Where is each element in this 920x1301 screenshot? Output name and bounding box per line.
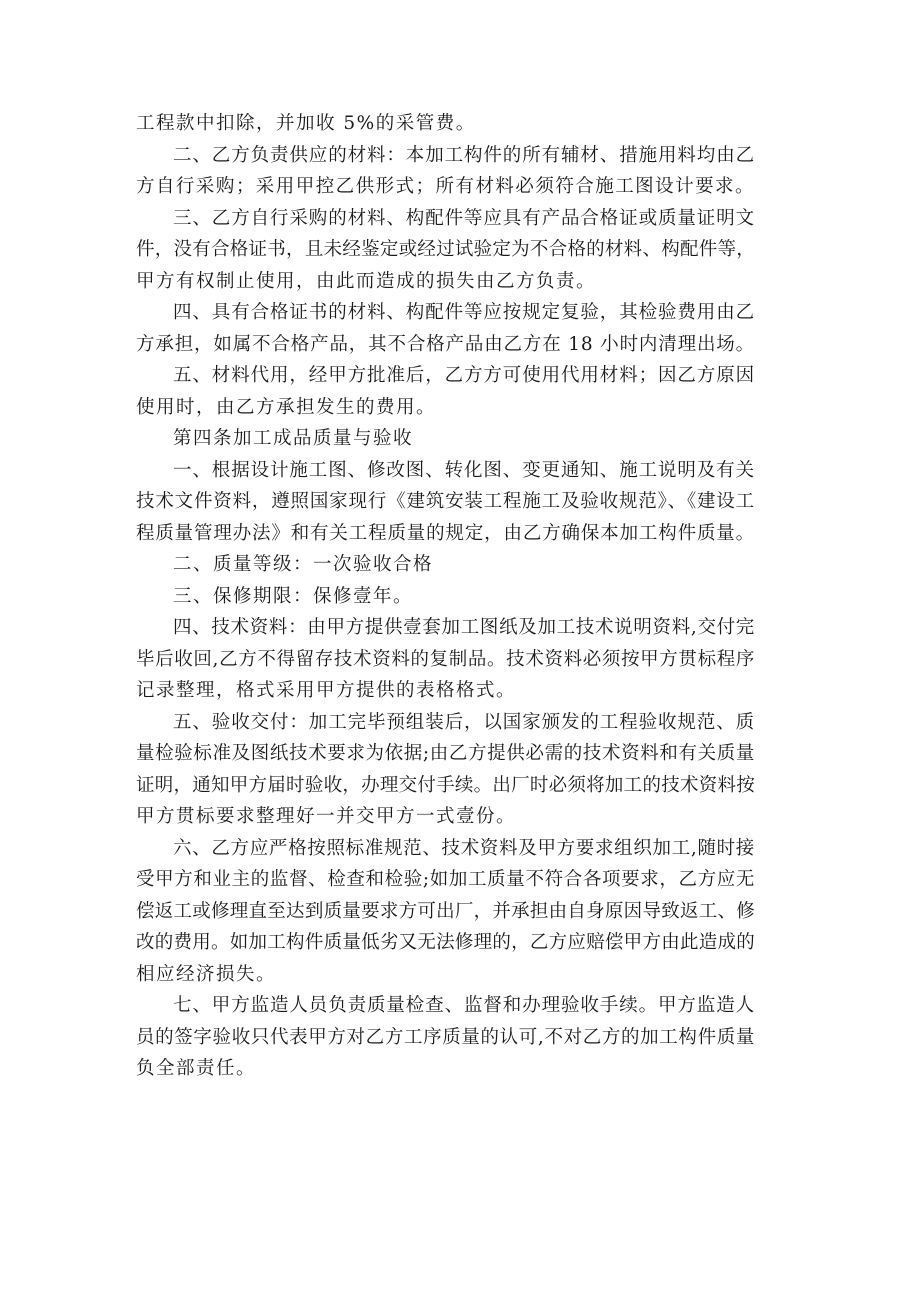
text-line: 三、乙方自行采购的材料、构配件等应具有产品合格证或质量证明文	[173, 207, 755, 229]
paragraph	[136, 140, 792, 203]
text-line: 一、根据设计施工图、修改图、转化图、变更通知、施工说明及有关	[173, 459, 755, 481]
text-line: 件，没有合格证书，且未经鉴定或经过试验定为不合格的材料、构配件等，	[136, 239, 755, 260]
paragraph	[136, 549, 792, 581]
text-line: 使用时，由乙方承担发生的费用。	[136, 396, 437, 418]
text-line: 员的签字验收只代表甲方对乙方工序质量的认可,不对乙方的加工构件质量	[136, 1026, 755, 1048]
text-line: 七、甲方监造人员负责质量检查、监督和办理验收手续。甲方监造人	[173, 995, 755, 1016]
paragraph	[136, 833, 792, 991]
text-line: 二、乙方负责供应的材料：本加工构件的所有辅材、措施用料均由乙	[173, 144, 755, 166]
text-line: 第四条加工成品质量与验收	[173, 428, 414, 449]
text-line: 方自行采购；采用甲控乙供形式；所有材料必须符合施工图设计要求。	[136, 176, 755, 197]
text-line: 证明，通知甲方届时验收，办理交付手续。出厂时必须将加工的技术资料按	[136, 774, 755, 796]
text-line: 甲方贯标要求整理好一并交甲方一式壹份。	[136, 806, 517, 827]
text-line: 受甲方和业主的监督、检查和检验;如加工质量不符合各项要求，乙方应无	[136, 869, 755, 890]
text-line: 六、乙方应严格按照标准规范、技术资料及甲方要求组织加工,随时接	[173, 837, 755, 859]
paragraph	[136, 108, 792, 140]
text-line: 相应经济损失。	[136, 963, 277, 985]
text-line: 五、验收交付：加工完毕预组装后，以国家颁发的工程验收规范、质	[173, 711, 755, 733]
text-line: 三、保修期限：保修壹年。	[173, 585, 414, 607]
text-line: 程质量管理办法》和有关工程质量的规定，由乙方确保本加工构件质量。	[136, 522, 755, 544]
text-line: 量检验标准及图纸技术要求为依据;由乙方提供必需的技术资料和有关质量	[136, 743, 755, 764]
paragraph	[136, 581, 792, 613]
text-line: 四、技术资料：由甲方提供壹套加工图纸及加工技术说明资料,交付完	[173, 617, 755, 638]
text-line: 二、质量等级：一次验收合格	[173, 554, 434, 575]
text-line: 五、材料代用，经甲方批准后，乙方方可使用代用材料；因乙方原因	[173, 365, 755, 386]
text-line: 毕后收回,乙方不得留存技术资料的复制品。技术资料必须按甲方贯标程序	[136, 648, 755, 670]
text-line: 技术文件资料，遵照国家现行《建筑安装工程施工及验收规范》、《建设工	[136, 491, 755, 512]
text-line: 负全部责任。	[136, 1058, 257, 1079]
paragraph	[136, 423, 792, 455]
paragraph	[136, 612, 792, 707]
text-line: 记录整理，格式采用甲方提供的表格格式。	[136, 680, 517, 701]
text-line: 工程款中扣除，并加收 5%的采管费。	[136, 113, 476, 134]
text-line: 甲方有权制止使用，由此而造成的损失由乙方负责。	[136, 270, 597, 292]
paragraph	[136, 455, 792, 550]
text-line: 偿返工或修理直至达到质量要求方可出厂，并承担由自身原因导致返工、修	[136, 900, 755, 922]
paragraph	[136, 360, 792, 423]
paragraph	[136, 203, 792, 298]
paragraph	[136, 990, 792, 1085]
text-line: 四、具有合格证书的材料、构配件等应按规定复验，其检验费用由乙	[173, 302, 755, 323]
paragraph	[136, 297, 792, 360]
text-line: 改的费用。如加工构件质量低劣又无法修理的，乙方应赔偿甲方由此造成的	[136, 932, 755, 953]
paragraph	[136, 707, 792, 833]
text-line: 方承担，如属不合格产品，其不合格产品由乙方在 18 小时内清理出场。	[136, 333, 755, 355]
document-body	[136, 108, 792, 1085]
